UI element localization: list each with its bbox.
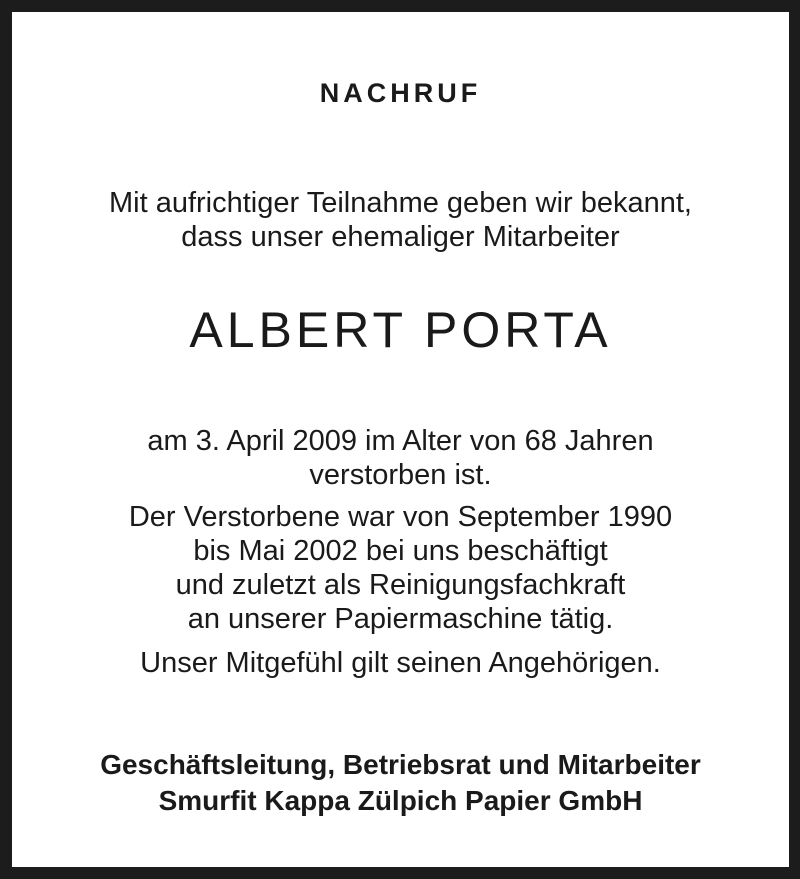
career-line-3: und zuletzt als Reinigungsfachkraft (175, 569, 626, 601)
career-line-2: bis Mai 2002 bei uns beschäftigt (193, 535, 608, 567)
intro-line-1: Mit aufrichtiger Teilnahme geben wir bekannt, (108, 187, 692, 219)
signature-line-2: Smurfit Kappa Zülpich Papier GmbH (158, 785, 643, 816)
notice-heading: NACHRUF (319, 78, 482, 108)
intro-line-2: dass unser ehemaliger Mitarbeiter (181, 221, 620, 253)
deceased-name: ALBERT PORTA (189, 302, 612, 358)
career-line-1: Der Verstorbene war von September 1990 (128, 501, 673, 533)
signature-line-1: Geschäftsleitung, Betriebsrat und Mitarbeiter (100, 749, 701, 780)
career-line-4: an unserer Papiermaschine tätig. (187, 603, 614, 635)
condolence-line: Unser Mitgefühl gilt seinen Angehörigen. (140, 647, 661, 679)
death-line-1: am 3. April 2009 im Alter von 68 Jahren (147, 425, 654, 457)
death-line-2: verstorben ist. (309, 459, 492, 491)
